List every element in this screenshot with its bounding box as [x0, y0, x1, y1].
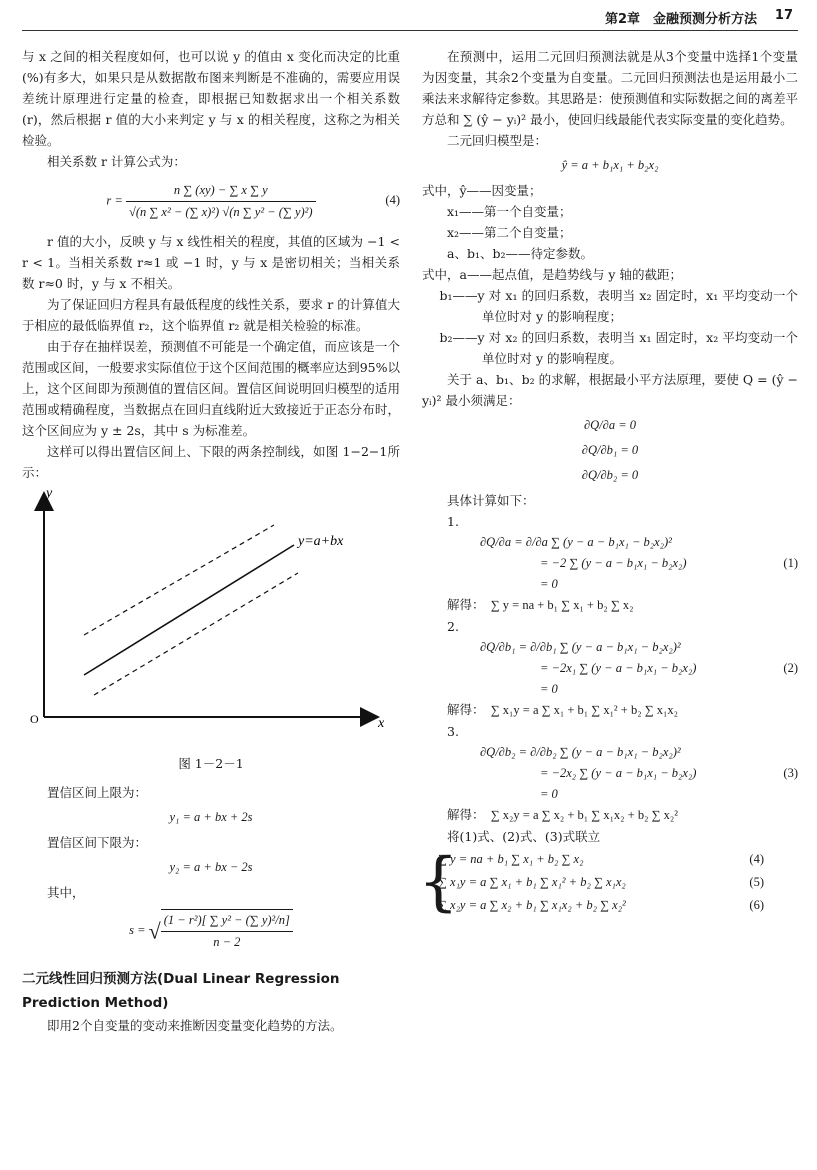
paragraph: 这样可以得出置信区间上、下限的两条控制线，如图 1−2−1所示：	[22, 444, 400, 480]
correlation-formula	[22, 180, 400, 223]
equation-number: (1)	[783, 556, 798, 570]
paragraph: 相关系数 r 计算公式为：	[47, 154, 186, 169]
step-2-derivation	[422, 637, 798, 700]
definition: 式中，a——起点值，是趋势线与 y 轴的截距；	[422, 267, 682, 282]
upper-control-line	[84, 525, 274, 635]
chapter-title: 第2章 金融预测分析方法	[604, 12, 757, 27]
definitions-2	[422, 264, 798, 369]
formula-numerator: n ∑ (xy) − ∑ x ∑ y	[126, 180, 316, 202]
derivation-line: = 0	[540, 787, 558, 801]
paragraph: 与 x 之间的相关程度如何，也可以说 y 的值由 x 变化而决定的比重(%)有多大，如果只是从数据散布图来判断是不准确的，需要应用误差统计原理进行定量的检查，即根据已知数据求出一个相关系数(r)，然后根据 r 值的大小来判定 y 与 x 的相关程度，这称之为相关检验。	[22, 49, 400, 148]
figure-caption: 图 1－2－1	[178, 756, 244, 771]
step-1-derivation	[422, 532, 798, 595]
paragraph: 其中，	[47, 885, 85, 900]
paragraph: 置信区间下限为：	[47, 835, 148, 850]
paragraph: 在预测中，运用二元回归预测法就是从3个变量中选择1个变量为因变量，其余2个变量为自变量。二元回归预测法也是运用最小二乘法来求解待定参数。其思路是：使预测值和实际数据之间的离差平方总和 ∑ (ŷ − yᵢ)² 最小，使回归线最能代表实际变量的变化趋势。	[422, 49, 798, 127]
system-equation-text: ∑ y = na + b₁ ∑ x₁ + b₂ ∑ x₂	[438, 852, 584, 866]
derivation-line: ∂Q/∂a = ∂/∂a ∑ (y − a − b₁x₁ − b₂x₂)²	[480, 535, 672, 549]
right-column	[418, 46, 798, 919]
paragraph: 置信区间上限为：	[47, 785, 148, 800]
step-3-derivation	[422, 742, 798, 805]
derivation-line: = 0	[540, 577, 558, 591]
regression-model: ŷ = a + b₁x₁ + b₂x₂	[561, 158, 659, 172]
page-header	[0, 0, 817, 30]
paragraph: r 值的大小，反映 y 与 x 线性相关的程度，其值的区域为 −1 < r < 1。当相关系数 r≈1 或 −1 时，y 与 x 是密切相关；当相关系数 r≈0 时，y 与 x 不相关。	[22, 234, 400, 291]
definitions-1	[422, 180, 798, 264]
derivation-line	[480, 763, 798, 784]
step-number: 3.	[447, 724, 459, 739]
paragraph: 即用2个自变量的变动来推断因变量变化趋势的方法。	[47, 1018, 343, 1033]
condition-a: ∂Q/∂a = 0	[583, 418, 637, 432]
derivation-line: ∂Q/∂b₂ = ∂/∂b₂ ∑ (y − a − b₁x₁ − b₂x₂)²	[480, 745, 681, 759]
system-equation-text: ∑ x₂y = a ∑ x₂ + b₁ ∑ x₁x₂ + b₂ ∑ x₂²	[438, 898, 626, 912]
condition-b2: ∂Q/∂b₂ = 0	[581, 468, 639, 482]
x-axis-label: x	[378, 716, 385, 731]
regression-line	[84, 545, 294, 675]
definition: 式中，ŷ——因变量；	[422, 183, 542, 198]
derivation-line: ∂Q/∂b₁ = ∂/∂b₁ ∑ (y − a − b₁x₁ − b₂x₂)²	[480, 640, 681, 654]
equation-number: (5)	[749, 875, 764, 889]
definition: a、b₁、b₂——待定参数。	[447, 246, 593, 261]
y-axis-label: y	[46, 487, 53, 501]
upper-limit-equation: y₁ = a + bx + 2s	[169, 810, 253, 824]
step-number: 1.	[447, 514, 459, 529]
equation-number: (3)	[783, 766, 798, 780]
step-number: 2.	[447, 619, 459, 634]
section-heading: 二元线性回归预测方法(Dual Linear Regression Prediction Method)	[22, 971, 340, 1011]
left-column	[22, 46, 400, 1036]
derivation-line	[480, 553, 798, 574]
figure-svg	[22, 487, 400, 747]
definition: x₂——第二个自变量；	[447, 225, 572, 240]
paragraph: 关于 a、b₁、b₂ 的求解，根据最小平方法原理，要使 Q = (ŷ − yᵢ)² 最小须满足：	[422, 372, 798, 408]
solution: 解得： ∑ y = na + b₁ ∑ x₁ + b₂ ∑ x₂	[447, 598, 634, 612]
formula-lhs: s =	[129, 922, 146, 937]
paragraph: 具体计算如下：	[447, 493, 535, 508]
formula-fraction	[126, 180, 316, 223]
system-equation	[438, 895, 798, 916]
system-equation	[438, 872, 798, 893]
formula-lhs: r =	[106, 193, 123, 208]
equation-number: (4)	[749, 852, 764, 866]
paragraph: 二元回归模型是：	[447, 133, 548, 148]
page-number: 17	[774, 8, 793, 23]
derivation-line: = 0	[540, 682, 558, 696]
derivation-text: = −2 ∑ (y − a − b₁x₁ − b₂x₂)	[540, 556, 687, 570]
derivation-text: = −2x₁ ∑ (y − a − b₁x₁ − b₂x₂)	[540, 661, 697, 675]
system-equation	[438, 849, 798, 870]
definition: b₁——y 对 x₁ 的回归系数，表明当 x₂ 固定时，x₁ 平均变动一个单位时对 y 的影响程度；	[439, 288, 798, 324]
header-rule	[22, 30, 798, 31]
figure-confidence-interval	[22, 487, 400, 747]
equation-number: (4)	[385, 193, 400, 207]
solution: 解得： ∑ x₂y = a ∑ x₂ + b₁ ∑ x₁x₂ + b₂ ∑ x₂²	[447, 808, 678, 822]
equation-system	[418, 845, 798, 919]
condition-b1: ∂Q/∂b₁ = 0	[581, 443, 639, 457]
formula-denominator: n − 2	[213, 935, 241, 949]
equation-number: (2)	[783, 661, 798, 675]
derivation-text: = −2x₂ ∑ (y − a − b₁x₁ − b₂x₂)	[540, 766, 697, 780]
formula-denominator: √(n ∑ x² − (∑ x)²) √(n ∑ y² − (∑ y)²)	[128, 205, 313, 219]
definition: x₁——第一个自变量；	[447, 204, 572, 219]
solution: 解得： ∑ x₁y = a ∑ x₁ + b₁ ∑ x₁² + b₂ ∑ x₁x₂	[447, 703, 678, 717]
std-dev-formula	[22, 909, 400, 953]
sqrt-sign: √	[148, 918, 161, 944]
system-equation-text: ∑ x₁y = a ∑ x₁ + b₁ ∑ x₁² + b₂ ∑ x₁x₂	[438, 875, 626, 889]
equation-number: (6)	[749, 898, 764, 912]
derivation-line	[480, 658, 798, 679]
system-brace: {	[418, 845, 459, 919]
lower-control-line	[94, 573, 298, 695]
lower-limit-equation: y₂ = a + bx − 2s	[169, 860, 253, 874]
paragraph: 由于存在抽样误差，预测值不可能是一个确定值，而应该是一个范围或区间，一般要求实际值位于这个区间范围的概率应达到95%以上，这个区间即为预测值的置信区间。置信区间说明回归模型的适用范围或精确程度，当数据点在回归直线附近大致接近于正态分布时，这个区间应为 y ± 2s，其中 s 为标准差。	[22, 339, 400, 438]
definition: b₂——y 对 x₂ 的回归系数，表明当 x₁ 固定时，x₂ 平均变动一个单位时对 y 的影响程度。	[439, 330, 798, 366]
formula-numerator: (1 − r²)[ ∑ y² − (∑ y)²/n]	[161, 910, 293, 932]
origin-label: O	[30, 712, 39, 726]
line-label: y=a+bx	[298, 534, 344, 549]
formula-fraction	[161, 909, 293, 953]
paragraph: 为了保证回归方程具有最低程度的线性关系，要求 r 的计算值大于相应的最低临界值 r₂，这个临界值 r₂ 就是相关检验的标准。	[22, 297, 400, 333]
paragraph: 将(1)式、(2)式、(3)式联立	[447, 829, 601, 844]
